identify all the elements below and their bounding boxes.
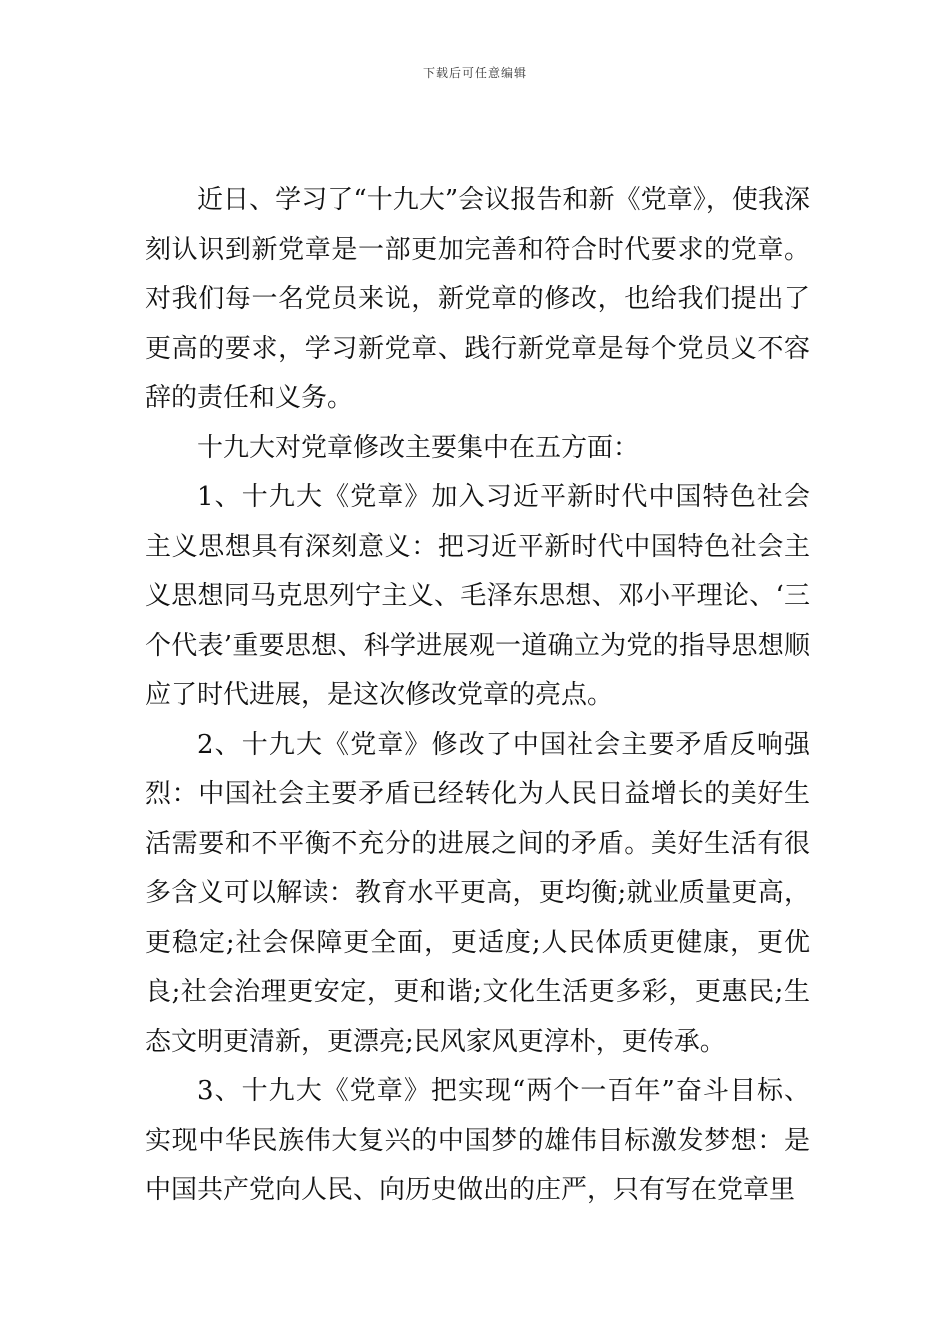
paragraph-point-1: 1、十九大《党章》加入习近平新时代中国特色社会主义思想具有深刻意义：把习近平新时代中国特色社会主义思想同马克思列宁主义、毛泽东思想、邓小平理论、‘三个代表’重要思想、科学进展观一道确立为党的指导思想顺应了时代进展，是这次修改党章的亮点。 bbox=[145, 482, 810, 710]
paragraph-point-2: 2、十九大《党章》修改了中国社会主要矛盾反响强烈：中国社会主要矛盾已经转化为人民日益增长的美好生活需要和不平衡不充分的进展之间的矛盾。美好生活有很多含义可以解读：教育水平更高，更均衡;就业质量更高，更稳定;社会保障更全面，更适度;人民体质更健康，更优良;社会治理更安定，更和谐;文化生活更多彩，更惠民;生态文明更清新，更漂亮;民风家风更淳朴，更传承。 bbox=[145, 729, 810, 1057]
document-body bbox=[145, 176, 810, 1216]
paragraph-point-3: 3、十九大《党章》把实现“两个一百年”奋斗目标、实现中华民族伟大复兴的中国梦的雄伟目标激发梦想：是中国共产党向人民、向历史做出的庄严，只有写在党章里 bbox=[145, 1076, 810, 1205]
header-note: 下载后可任意编辑 bbox=[422, 66, 527, 80]
paragraph-intro: 近日、学习了“十九大”会议报告和新《党章》，使我深刻认识到新党章是一部更加完善和符合时代要求的党章。对我们每一名党员来说，新党章的修改，也给我们提出了更高的要求，学习新党章、践行新党章是每个党员义不容辞的责任和义务。 bbox=[145, 185, 810, 413]
paragraph-summary: 十九大对党章修改主要集中在五方面： bbox=[197, 432, 640, 463]
